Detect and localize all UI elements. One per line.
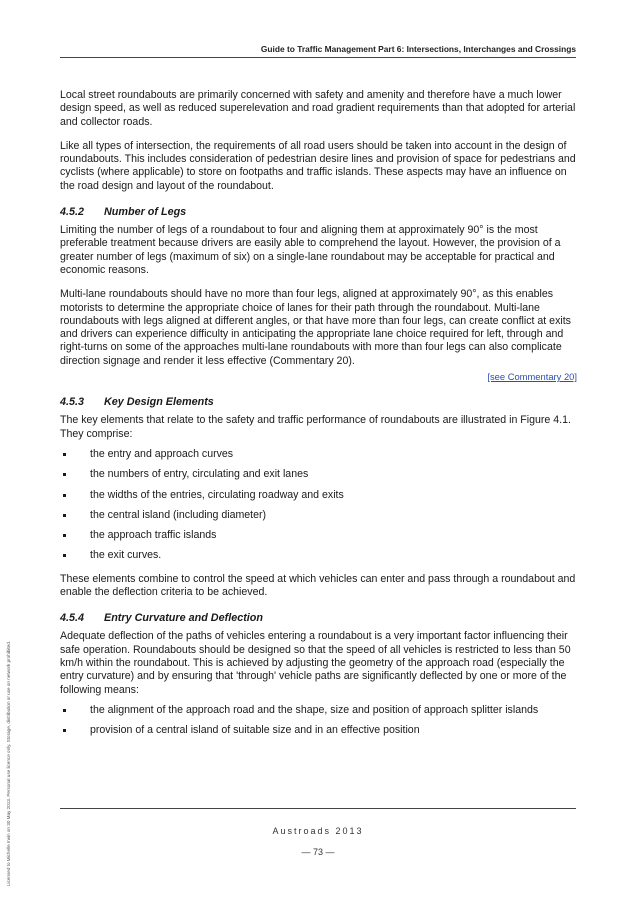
page-number: — 73 — bbox=[301, 847, 335, 857]
footer-rule bbox=[60, 808, 576, 809]
running-header: Guide to Traffic Management Part 6: Intersections, Interchanges and Crossings bbox=[260, 44, 576, 54]
section-number: 4.5.3 bbox=[60, 396, 85, 409]
deflection-intro: Adequate deflection of the paths of vehicles entering a roundabout is a very important factor influencing their safe operation. Roundabouts should be designed so that the speed of all vehicles is restricted to less than 50 km/h within the roundabout. This is achieved by adjusting the geometry of the approach road (especially the entry curvature) and by ensuring that 'through' vehicle paths are significantly deflected by one or more of the following means: bbox=[60, 630, 571, 696]
section-title: Entry Curvature and Deflection bbox=[104, 612, 263, 625]
key-elements-list bbox=[60, 448, 577, 563]
list-item: the widths of the entries, circulating roadway and exits bbox=[60, 489, 577, 502]
header-rule bbox=[60, 57, 576, 58]
legs-paragraph-2: Multi-lane roundabouts should have no more than four legs, aligned at approximately 90°, as this enables motorists to determine the appropriate choice of lanes for their path through the roundabout. Multi-lane roundabouts with legs aligned at different angles, or that have more than four legs, can create conflict at exits and drivers can experience difficulty in anticipating the appropriate lane choice required for left, through and right-turns on some of the approaches multi-lane roundabouts with more than four legs can also complicate direction signage and render it less effective (Commentary 20). bbox=[60, 288, 571, 367]
key-elements-outro: These elements combine to control the speed at which vehicles can enter and pass through a roundabout and enable the deflection criteria to be achieved. bbox=[60, 572, 576, 599]
page-content bbox=[60, 89, 577, 747]
list-item: provision of a central island of suitable size and in an effective position bbox=[60, 724, 577, 737]
list-item: the alignment of the approach road and the shape, size and position of approach splitter islands bbox=[60, 704, 577, 717]
deflection-list bbox=[60, 704, 577, 738]
heading-4-5-3 bbox=[60, 395, 577, 409]
section-number: 4.5.4 bbox=[60, 612, 85, 625]
section-title: Key Design Elements bbox=[104, 396, 214, 409]
licence-watermark: Licensed to Michelle Irwin on 30 May 2013. Personal use licence only. Storage, distribution or use on network prohibited. bbox=[6, 640, 11, 886]
section-number: 4.5.2 bbox=[60, 206, 85, 219]
intro-paragraph-1: Local street roundabouts are primarily concerned with safety and amenity and therefore have a much lower design speed, as well as reduced superelevation and road gradient requirements than that adopted for arterial and collector roads. bbox=[60, 89, 576, 128]
commentary-20-link[interactable]: [see Commentary 20] bbox=[487, 371, 577, 383]
key-elements-intro: The key elements that relate to the safety and traffic performance of roundabouts are illustrated in Figure 4.1. They comprise: bbox=[60, 414, 571, 440]
list-item: the approach traffic islands bbox=[60, 529, 577, 542]
heading-4-5-4 bbox=[60, 611, 577, 625]
legs-paragraph-1: Limiting the number of legs of a roundabout to four and aligning them at approximately 90° is the most preferable treatment because drivers are easily able to comprehend the layout. However, the provision of a greater number of legs (maximum of six) on a single-lane roundabout may be acceptable for practical and economic reasons. bbox=[60, 224, 561, 276]
list-item: the central island (including diameter) bbox=[60, 509, 577, 522]
intro-paragraph-2: Like all types of intersection, the requirements of all road users should be taken into account in the design of roundabouts. This includes consideration of pedestrian desire lines and provision of space for pedestrians and cyclists (where applicable) to store on footpaths and traffic islands. These aspects may have an influence on the road design and layout of the roundabout. bbox=[60, 139, 576, 192]
list-item: the numbers of entry, circulating and exit lanes bbox=[60, 468, 577, 481]
section-title: Number of Legs bbox=[104, 206, 187, 219]
footer-organisation: Austroads 2013 bbox=[272, 826, 364, 836]
list-item: the exit curves. bbox=[60, 549, 577, 562]
list-item: the entry and approach curves bbox=[60, 448, 577, 461]
heading-4-5-2 bbox=[60, 205, 577, 219]
